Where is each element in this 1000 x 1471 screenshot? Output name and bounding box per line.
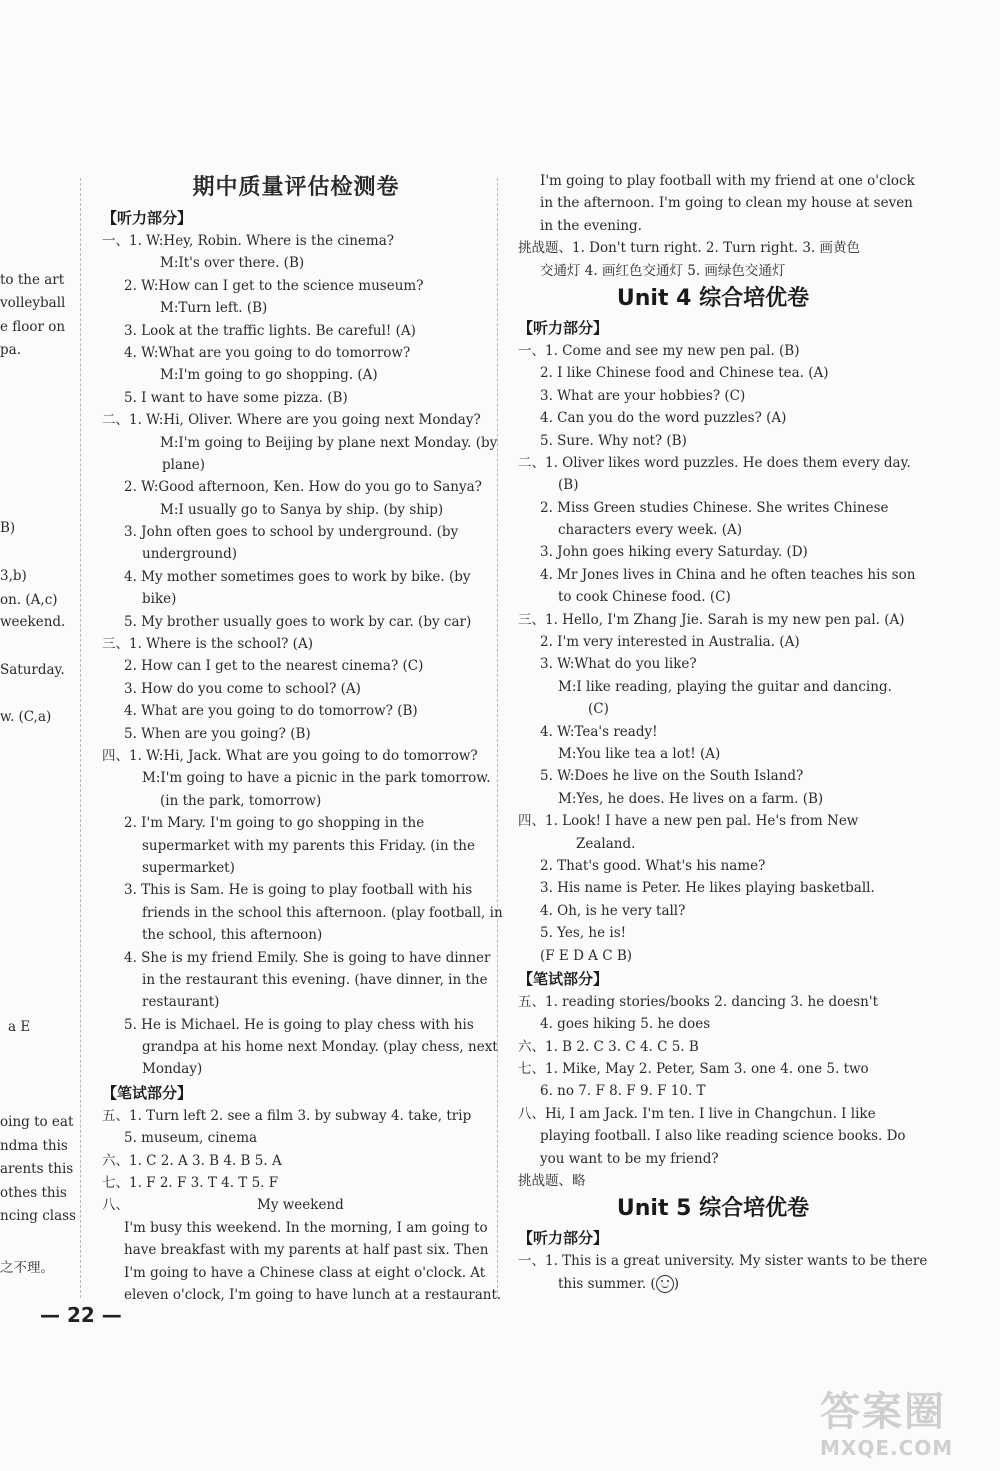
answer-line: 3. John goes hiking every Saturday. (D) <box>540 544 808 561</box>
answer-line: (F E D A C B) <box>540 947 633 964</box>
answer-line: 4. W:What are you going to do tomorrow? <box>124 344 411 361</box>
answer-line: 3. How do you come to school? (A) <box>124 680 361 697</box>
answer-line: 4. W:Tea's ready! <box>540 723 658 740</box>
answer-line: 2. Miss Green studies Chinese. She writes Chinese <box>540 499 889 516</box>
answer-line: plane) <box>162 456 205 473</box>
unit5-title: Unit 5 综合培优卷 <box>616 1196 810 1222</box>
answer-line: 3. His name is Peter. He likes playing basketball. <box>540 880 875 897</box>
answer-line: 六、1. B 2. C 3. C 4. C 5. B <box>518 1038 699 1055</box>
answer-line: M:I usually go to Sanya by ship. (by ship) <box>160 501 444 518</box>
answer-line: 3. What are your hobbies? (C) <box>540 387 746 404</box>
answer-line: 六、1. C 2. A 3. B 4. B 5. A <box>102 1152 282 1169</box>
answer-line: (C) <box>588 701 609 718</box>
watermark-url: MXQE.COM <box>820 1436 954 1460</box>
answer-line: the school, this afternoon) <box>142 927 323 944</box>
fragment-line: oing to eat <box>0 1114 74 1130</box>
answer-line-with-icon <box>518 1273 908 1295</box>
answer-line: 2. W:Good afternoon, Ken. How do you go to Sanya? <box>124 479 482 496</box>
essay-line: I'm busy this weekend. In the morning, I am going to <box>124 1219 488 1236</box>
answer-line: 4. Oh, is he very tall? <box>540 902 686 919</box>
answer-line: 2. I'm very interested in Australia. (A) <box>540 634 800 651</box>
answer-line: M:It's over there. (B) <box>160 255 305 272</box>
answer-line: 一、1. This is a great university. My sister wants to be there <box>518 1253 928 1270</box>
listening-header: 【听力部分】 <box>518 318 609 337</box>
answer-line: M:Turn left. (B) <box>160 300 268 317</box>
answer-line: 4. She is my friend Emily. She is going to have dinner <box>124 949 491 966</box>
answer-line: 2. I like Chinese food and Chinese tea. (A) <box>540 365 829 382</box>
answer-line: 4. What are you going to do tomorrow? (B) <box>124 703 418 720</box>
answer-line: M:I like reading, playing the guitar and dancing. <box>558 678 892 695</box>
answer-line: 四、1. W:Hi, Jack. What are you going to do tomorrow? <box>102 747 478 764</box>
answer-line: 七、1. F 2. F 3. T 4. T 5. F <box>102 1175 279 1192</box>
smiley-face-icon <box>656 1275 674 1293</box>
essay-line: in the afternoon. I'm going to clean my house at seven <box>540 195 913 212</box>
answer-line: 4. Can you do the word puzzles? (A) <box>540 410 787 427</box>
fragment-line: othes this <box>0 1185 67 1201</box>
answer-line: 3. W:What do you like? <box>540 656 697 673</box>
answer-line: 5. I want to have some pizza. (B) <box>124 389 348 406</box>
section-marker: 八、 <box>102 1197 129 1214</box>
fragment-line: volleyball <box>0 295 66 311</box>
answer-line: Monday) <box>142 1061 203 1078</box>
answer-line: grandpa at his home next Monday. (play chess, next <box>142 1039 498 1056</box>
answer-line: restaurant) <box>142 994 220 1011</box>
answer-line: M:You like tea a lot! (A) <box>558 745 721 762</box>
answer-line: bike) <box>142 591 177 608</box>
answer-line: playing football. I also like reading science books. Do <box>540 1128 906 1145</box>
answer-line: you want to be my friend? <box>540 1150 719 1167</box>
answer-line: 5. Yes, he is! <box>540 925 627 942</box>
page-number: — 22 — <box>40 1303 122 1327</box>
answer-line: M:I'm going to Beijing by plane next Monday. (by <box>160 434 498 451</box>
answer-line: 七、1. Mike, May 2. Peter, Sam 3. one 4. one 5. two <box>518 1061 869 1078</box>
fragment-line: ndma this <box>0 1138 68 1154</box>
answer-line: underground) <box>142 546 237 563</box>
answer-line: supermarket with my parents this Friday. (in the <box>142 837 475 854</box>
answer-line: 三、1. Hello, I'm Zhang Jie. Sarah is my new pen pal. (A) <box>518 611 905 628</box>
writing-header: 【笔试部分】 <box>518 969 609 988</box>
challenge-line: 挑战题、1. Don't turn right. 2. Turn right. 3. 画黄色 <box>518 240 861 257</box>
fragment-line: to the art <box>0 272 65 288</box>
answer-line: 5. Sure. Why not? (B) <box>540 432 687 449</box>
answer-close-paren: ) <box>673 1275 679 1292</box>
fragment-line: w. (C,a) <box>0 709 52 725</box>
midterm-title: 期中质量评估检测卷 <box>192 175 400 200</box>
answer-line: 2. How can I get to the nearest cinema? (C) <box>124 658 424 675</box>
fragment-line: a E <box>8 1019 31 1035</box>
answer-line: M:I'm going to go shopping. (A) <box>160 367 378 384</box>
answer-line: 二、1. W:Hi, Oliver. Where are you going next Monday? <box>102 412 481 429</box>
answer-line: 5. My brother usually goes to work by car. (by car) <box>124 613 472 630</box>
answer-line: 一、1. W:Hey, Robin. Where is the cinema? <box>102 233 395 249</box>
answer-line: 3. This is Sam. He is going to play football with his <box>124 882 473 899</box>
answer-line: 5. museum, cinema <box>124 1130 258 1147</box>
essay-line: I'm going to play football with my friend at one o'clock <box>540 173 915 189</box>
essay-line: eleven o'clock, I'm going to have lunch at a restaurant. <box>124 1286 502 1303</box>
answer-line: 2. W:How can I get to the science museum? <box>124 277 424 294</box>
answer-line: 4. My mother sometimes goes to work by bike. (by <box>124 568 471 585</box>
answer-line: M:Yes, he does. He lives on a farm. (B) <box>558 790 824 807</box>
fragment-line: weekend. <box>0 614 66 630</box>
answer-line: 2. That's good. What's his name? <box>540 857 766 874</box>
answer-line: 五、1. Turn left 2. see a film 3. by subway 4. take, trip <box>102 1107 472 1124</box>
answer-line: 三、1. Where is the school? (A) <box>102 636 313 653</box>
answer-line: 五、1. reading stories/books 2. dancing 3. he doesn't <box>518 993 878 1010</box>
fragment-line: 3,b) <box>0 568 27 584</box>
fragment-line: on. (A,c) <box>0 592 58 608</box>
essay-title: My weekend <box>257 1197 344 1214</box>
fragment-line: pa. <box>0 342 21 358</box>
watermark-logo: 答案圈 <box>820 1389 946 1435</box>
answer-line: 5. He is Michael. He is going to play chess with his <box>124 1016 474 1033</box>
challenge-line: 交通灯 4. 画红色交通灯 5. 画绿色交通灯 <box>540 262 786 279</box>
answer-line: 4. Mr Jones lives in China and he often teaches his son <box>540 566 916 583</box>
listening-header: 【听力部分】 <box>518 1229 609 1248</box>
column-divider <box>497 178 498 1298</box>
answer-line: supermarket) <box>142 859 235 876</box>
fragment-line: B) <box>0 520 16 536</box>
writing-header: 【笔试部分】 <box>102 1083 193 1102</box>
answer-line: 一、1. Come and see my new pen pal. (B) <box>518 342 800 359</box>
answer-line: friends in the school this afternoon. (play football, in <box>142 904 503 921</box>
answer-line: 5. W:Does he live on the South Island? <box>540 768 804 785</box>
answer-line: 3. Look at the traffic lights. Be careful! (A) <box>124 322 416 339</box>
unit4-title: Unit 4 综合培优卷 <box>616 285 810 311</box>
essay-line: have breakfast with my parents at half past six. Then <box>124 1242 489 1259</box>
answer-line: 挑战题、略 <box>518 1173 586 1190</box>
answer-line: 6. no 7. F 8. F 9. F 10. T <box>540 1083 706 1100</box>
fragment-line: ncing class <box>0 1208 76 1224</box>
answer-line: 二、1. Oliver likes word puzzles. He does them every day. <box>518 454 911 471</box>
essay-heading-line <box>102 1194 490 1216</box>
left-page-fragment <box>0 0 78 1471</box>
answer-column-units <box>518 170 928 1295</box>
fragment-line: 之不理。 <box>0 1260 54 1276</box>
fragment-line: arents this <box>0 1161 74 1177</box>
answer-line: 四、1. Look! I have a new pen pal. He's from New <box>518 813 859 830</box>
fragment-line: Saturday. <box>0 662 65 678</box>
answer-line: 2. I'm Mary. I'm going to go shopping in the <box>124 815 425 832</box>
essay-line: I'm going to have a Chinese class at eight o'clock. At <box>124 1264 486 1281</box>
listening-header: 【听力部分】 <box>102 209 193 227</box>
answer-line: M:I'm going to have a picnic in the park tomorrow. <box>142 770 491 787</box>
answer-text: this summer. ( <box>558 1275 656 1292</box>
essay-line: in the evening. <box>540 217 642 234</box>
answer-line: 5. When are you going? (B) <box>124 725 311 742</box>
answer-line: 4. goes hiking 5. he does <box>540 1016 711 1033</box>
answer-line: (B) <box>558 477 579 494</box>
answer-line: 3. John often goes to school by underground. (by <box>124 524 459 541</box>
watermark <box>820 1388 990 1468</box>
answer-line: in the restaurant this evening. (have dinner, in the <box>142 971 488 988</box>
answer-column-midterm <box>102 170 503 1306</box>
answer-line: characters every week. (A) <box>558 522 743 539</box>
answer-line: (in the park, tomorrow) <box>160 792 322 809</box>
fragment-line: e floor on <box>0 319 66 335</box>
answer-line: to cook Chinese food. (C) <box>558 589 731 606</box>
answer-line: Zealand. <box>576 835 636 852</box>
answer-line: 八、Hi, I am Jack. I'm ten. I live in Changchun. I like <box>518 1105 876 1122</box>
column-divider <box>80 178 81 1298</box>
